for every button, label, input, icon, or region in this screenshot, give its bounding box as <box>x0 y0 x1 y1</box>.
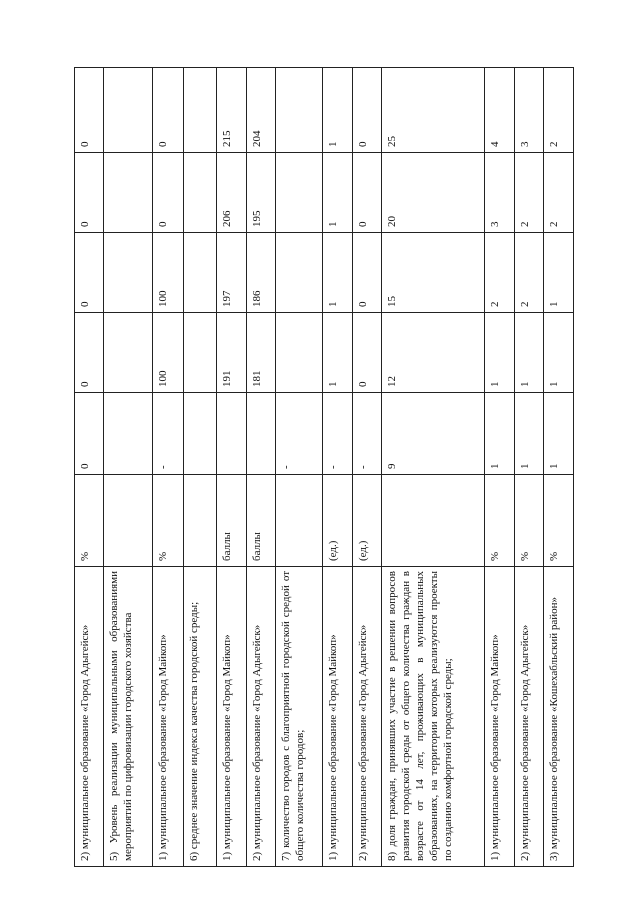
unit-cell: баллы <box>246 475 276 567</box>
value-cell: 206 <box>216 153 246 233</box>
value-cell: 3 <box>514 68 544 153</box>
value-cell: 0 <box>153 68 184 153</box>
value-cell: 191 <box>216 313 246 393</box>
value-cell: 2 <box>484 233 514 313</box>
value-cell: 0 <box>352 313 382 393</box>
value-cell: 1 <box>484 393 514 475</box>
value-cell: 2 <box>514 153 544 233</box>
value-cell: 204 <box>246 68 276 153</box>
value-cell <box>216 393 246 475</box>
table-row <box>514 68 544 867</box>
value-cell <box>184 393 217 475</box>
value-cell: 12 <box>382 313 485 393</box>
indicators-table <box>74 67 574 867</box>
value-cell <box>276 233 323 313</box>
value-cell: 0 <box>352 153 382 233</box>
value-cell: - <box>322 393 352 475</box>
table-row <box>75 68 104 867</box>
unit-cell <box>103 475 153 567</box>
unit-cell <box>276 475 323 567</box>
value-cell: 1 <box>544 313 574 393</box>
value-cell: 1 <box>544 393 574 475</box>
indicator-cell: 7) количество городов с благоприятной городской средой от общего количества городов; <box>276 567 323 867</box>
table-row <box>276 68 323 867</box>
value-cell <box>103 68 153 153</box>
table-row <box>216 68 246 867</box>
value-cell: 1 <box>514 393 544 475</box>
value-cell <box>103 393 153 475</box>
value-cell <box>184 68 217 153</box>
unit-cell: % <box>75 475 104 567</box>
value-cell: 2 <box>544 68 574 153</box>
indicator-cell: 1) муниципальное образование «Город Майкоп» <box>484 567 514 867</box>
value-cell <box>246 393 276 475</box>
value-cell: 0 <box>352 68 382 153</box>
value-cell: 1 <box>544 233 574 313</box>
indicator-cell: 2) муниципальное образование «Город Адыгейск» <box>75 567 104 867</box>
value-cell: 0 <box>352 233 382 313</box>
table-row <box>352 68 382 867</box>
value-cell <box>103 313 153 393</box>
value-cell <box>103 153 153 233</box>
table-row <box>484 68 514 867</box>
indicator-cell: 6) среднее значение индекса качества городской среды; <box>184 567 217 867</box>
table-row <box>382 68 485 867</box>
value-cell: 197 <box>216 233 246 313</box>
value-cell: 0 <box>75 68 104 153</box>
value-cell <box>184 153 217 233</box>
unit-cell: баллы <box>216 475 246 567</box>
unit-cell: % <box>153 475 184 567</box>
value-cell: 1 <box>484 313 514 393</box>
unit-cell: % <box>544 475 574 567</box>
indicator-cell: 1) муниципальное образование «Город Майкоп» <box>216 567 246 867</box>
unit-cell: % <box>514 475 544 567</box>
value-cell: - <box>153 393 184 475</box>
value-cell <box>276 313 323 393</box>
table-row <box>184 68 217 867</box>
value-cell: 1 <box>514 313 544 393</box>
table-row <box>544 68 574 867</box>
value-cell: 186 <box>246 233 276 313</box>
table-row <box>322 68 352 867</box>
unit-cell: (ед.) <box>322 475 352 567</box>
table-row <box>103 68 153 867</box>
value-cell: 3 <box>484 153 514 233</box>
value-cell: 195 <box>246 153 276 233</box>
value-cell: 0 <box>75 393 104 475</box>
indicator-cell: 2) муниципальное образование «Город Адыгейск» <box>246 567 276 867</box>
value-cell <box>276 68 323 153</box>
value-cell: 215 <box>216 68 246 153</box>
value-cell <box>103 233 153 313</box>
value-cell: 181 <box>246 313 276 393</box>
table-row <box>153 68 184 867</box>
value-cell: 1 <box>322 233 352 313</box>
value-cell: 0 <box>75 313 104 393</box>
value-cell: 15 <box>382 233 485 313</box>
rotated-table-container <box>74 68 574 867</box>
value-cell: 100 <box>153 313 184 393</box>
value-cell: 1 <box>322 68 352 153</box>
unit-cell: (ед.) <box>352 475 382 567</box>
value-cell: 0 <box>153 153 184 233</box>
value-cell: 2 <box>544 153 574 233</box>
value-cell: - <box>352 393 382 475</box>
value-cell: 100 <box>153 233 184 313</box>
value-cell: 0 <box>75 153 104 233</box>
value-cell <box>184 313 217 393</box>
indicator-cell: 3) муниципальное образование «Кошехабльский район» <box>544 567 574 867</box>
indicator-cell: 2) муниципальное образование «Город Адыгейск» <box>514 567 544 867</box>
indicator-cell: 8) доля граждан, принявших участие в решении вопросов развития городской среды от общего количества граждан в возрасте от 14 лет, проживающих в муниципальных образованиях, на территории которых реализуются проекты по созданию комфортной городской среды; <box>382 567 485 867</box>
value-cell <box>276 153 323 233</box>
indicator-cell: 1) муниципальное образование «Город Майкоп» <box>153 567 184 867</box>
table-row <box>246 68 276 867</box>
value-cell: 0 <box>75 233 104 313</box>
value-cell: 1 <box>322 313 352 393</box>
value-cell: 2 <box>514 233 544 313</box>
value-cell: 4 <box>484 68 514 153</box>
value-cell: - <box>276 393 323 475</box>
value-cell: 9 <box>382 393 485 475</box>
value-cell: 25 <box>382 68 485 153</box>
unit-cell <box>184 475 217 567</box>
value-cell: 1 <box>322 153 352 233</box>
unit-cell: % <box>484 475 514 567</box>
indicator-cell: 1) муниципальное образование «Город Майкоп» <box>322 567 352 867</box>
unit-cell <box>382 475 485 567</box>
indicator-cell: 5) Уровень реализации муниципальными образованиями мероприятий по цифровизации городского хозяйства <box>103 567 153 867</box>
value-cell: 20 <box>382 153 485 233</box>
indicator-cell: 2) муниципальное образование «Город Адыгейск» <box>352 567 382 867</box>
value-cell <box>184 233 217 313</box>
